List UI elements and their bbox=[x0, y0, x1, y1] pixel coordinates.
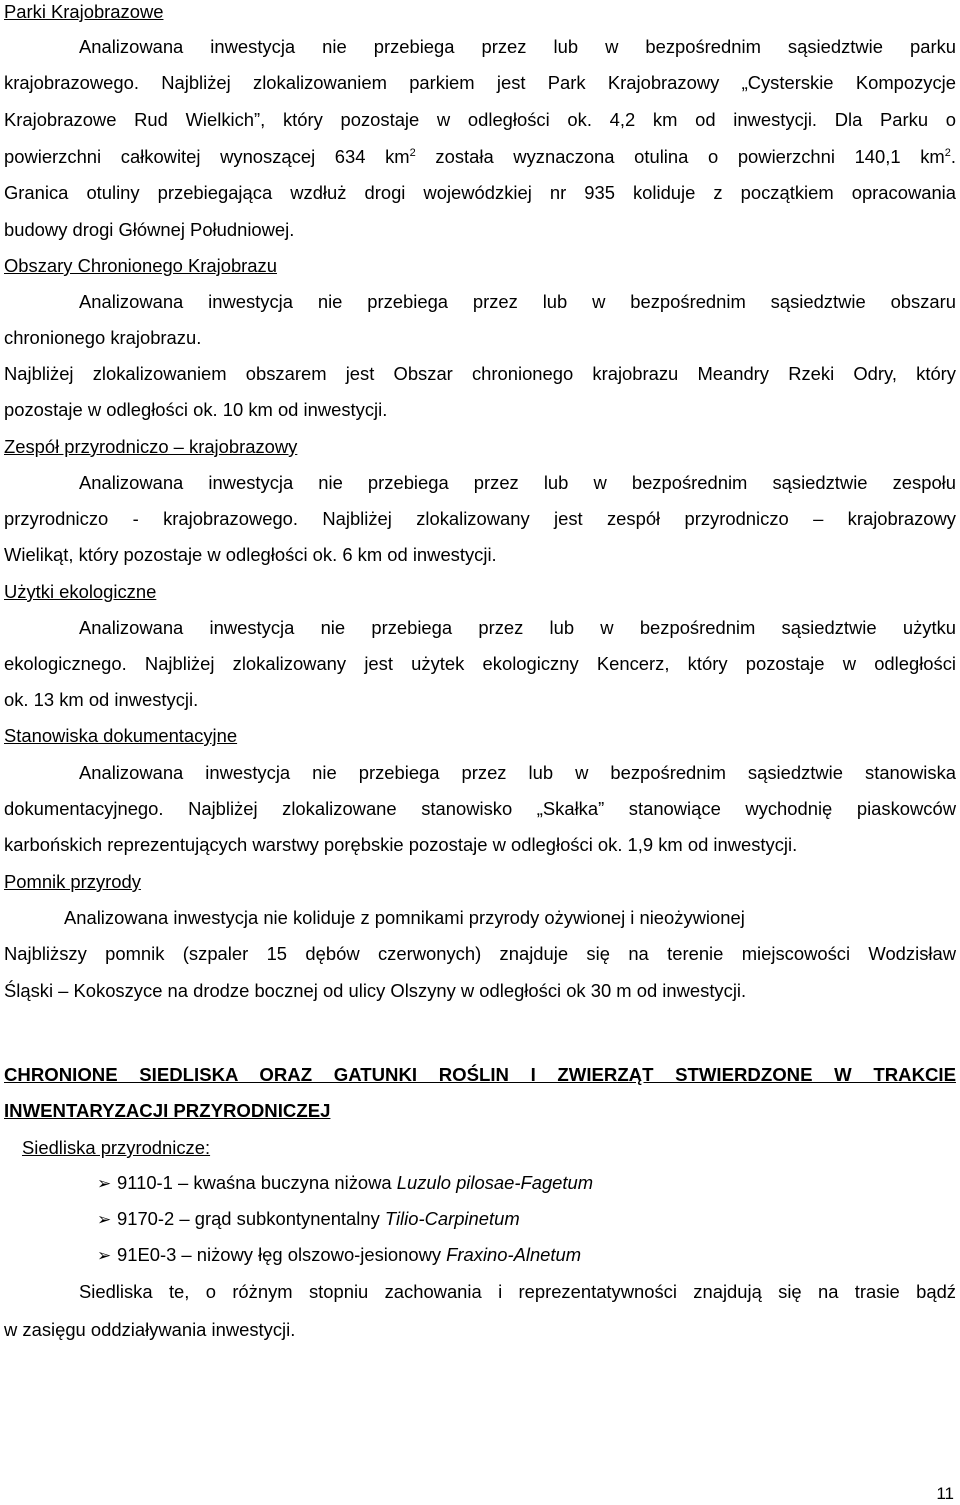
section-heading-chronione-line-1: CHRONIONE SIEDLISKA ORAZ GATUNKI ROŚLIN I ZWIERZĄT STWIERDZONE W TRAKCIE bbox=[4, 1064, 956, 1085]
habitat-code: 9170-2 – grąd subkontynentalny bbox=[117, 1208, 385, 1229]
list-item bbox=[97, 1243, 581, 1267]
page-number: 11 bbox=[936, 1484, 954, 1503]
parki-line-4b: została wyznaczona otulina o powierzchni 140,1 km bbox=[415, 146, 945, 167]
obszary-line-4: pozostaje w odległości ok. 10 km od inwestycji. bbox=[4, 399, 388, 420]
uzytki-line-1: Analizowana inwestycja nie przebiega przez lub w bezpośrednim sąsiedztwie użytku bbox=[79, 617, 956, 638]
heading-zespol: Zespół przyrodniczo – krajobrazowy bbox=[4, 436, 298, 457]
uzytki-line-3: ok. 13 km od inwestycji. bbox=[4, 689, 199, 710]
parki-line-4c: . bbox=[950, 146, 956, 167]
pomnik-line-3: Śląski – Kokoszyce na drodze bocznej od ulicy Olszyny w odległości ok 30 m od inwestycji. bbox=[4, 980, 747, 1001]
stanowiska-line-2: dokumentacyjnego. Najbliżej zlokalizowane stanowisko „Skałka” stanowiące wychodnię piaskowców bbox=[4, 798, 956, 819]
habitat-code: 9110-1 – kwaśna buczyna niżowa bbox=[117, 1172, 397, 1193]
arrow-bullet-icon: ➢ bbox=[97, 1210, 112, 1229]
obszary-line-2: chronionego krajobrazu. bbox=[4, 327, 202, 348]
subheading-siedliska: Siedliska przyrodnicze: bbox=[22, 1137, 211, 1158]
stanowiska-line-3: karbońskich reprezentujących warstwy porębskie pozostaje w odległości ok. 1,9 km od inwestycji. bbox=[4, 834, 798, 855]
parki-line-4a: powierzchni całkowitej wynoszącej 634 km bbox=[4, 146, 410, 167]
stanowiska-line-1: Analizowana inwestycja nie przebiega przez lub w bezpośrednim sąsiedztwie stanowiska bbox=[79, 762, 956, 783]
pomnik-line-2: Najbliższy pomnik (szpaler 15 dębów czerwonych) znajduje się na terenie miejscowości Wodzisław bbox=[4, 943, 956, 964]
arrow-bullet-icon: ➢ bbox=[97, 1246, 112, 1265]
list-item bbox=[97, 1171, 593, 1195]
obszary-line-1: Analizowana inwestycja nie przebiega przez lub w bezpośrednim sąsiedztwie obszaru bbox=[79, 291, 956, 312]
habitat-code: 91E0-3 – niżowy łęg olszowo-jesionowy bbox=[117, 1244, 447, 1265]
arrow-bullet-icon: ➢ bbox=[97, 1174, 112, 1193]
superscript: 2 bbox=[944, 147, 951, 159]
uzytki-line-2: ekologicznego. Najbliżej zlokalizowany jest użytek ekologiczny Kencerz, który pozostaje w odległości bbox=[4, 653, 956, 674]
zespol-line-3: Wielikąt, który pozostaje w odległości ok. 6 km od inwestycji. bbox=[4, 544, 497, 565]
superscript: 2 bbox=[409, 147, 416, 159]
habitat-latin-name: Fraxino-Alnetum bbox=[446, 1244, 582, 1265]
parki-line-4 bbox=[4, 145, 956, 169]
obszary-line-3: Najbliżej zlokalizowaniem obszarem jest Obszar chronionego krajobrazu Meandry Rzeki Odry, który bbox=[4, 363, 956, 384]
list-item bbox=[97, 1207, 520, 1231]
closing-line-2: w zasięgu oddziaływania inwestycji. bbox=[4, 1319, 296, 1340]
section-heading-chronione-line-2: INWENTARYZACJI PRZYRODNICZEJ bbox=[4, 1100, 331, 1121]
parki-line-5: Granica otuliny przebiegająca wzdłuż drogi wojewódzkiej nr 935 koliduje z początkiem opracowania bbox=[4, 182, 956, 203]
parki-line-6: budowy drogi Głównej Południowej. bbox=[4, 219, 295, 240]
heading-parki: Parki Krajobrazowe bbox=[4, 1, 164, 22]
habitat-latin-name: Luzulo pilosae-Fagetum bbox=[396, 1172, 594, 1193]
parki-line-2: krajobrazowego. Najbliżej zlokalizowaniem parkiem jest Park Krajobrazowy „Cysterskie Kompozycje bbox=[4, 72, 956, 93]
zespol-line-1: Analizowana inwestycja nie przebiega przez lub w bezpośrednim sąsiedztwie zespołu bbox=[79, 472, 956, 493]
closing-line-1: Siedliska te, o różnym stopniu zachowania i reprezentatywności znajdują się na trasie bądź bbox=[79, 1281, 956, 1302]
pomnik-line-1: Analizowana inwestycja nie koliduje z pomnikami przyrody ożywionej i nieożywionej bbox=[64, 907, 745, 928]
heading-uzytki: Użytki ekologiczne bbox=[4, 581, 157, 602]
heading-obszary: Obszary Chronionego Krajobrazu bbox=[4, 255, 277, 276]
heading-stanowiska: Stanowiska dokumentacyjne bbox=[4, 725, 238, 746]
heading-pomnik: Pomnik przyrody bbox=[4, 871, 141, 892]
zespol-line-2: przyrodniczo - krajobrazowego. Najbliżej zlokalizowany jest zespół przyrodniczo – krajobrazowy bbox=[4, 508, 956, 529]
parki-line-1: Analizowana inwestycja nie przebiega przez lub w bezpośrednim sąsiedztwie parku bbox=[79, 36, 956, 57]
habitat-latin-name: Tilio-Carpinetum bbox=[384, 1208, 520, 1229]
parki-line-3: Krajobrazowe Rud Wielkich”, który pozostaje w odległości ok. 4,2 km od inwestycji. Dla Parku o bbox=[4, 109, 956, 130]
